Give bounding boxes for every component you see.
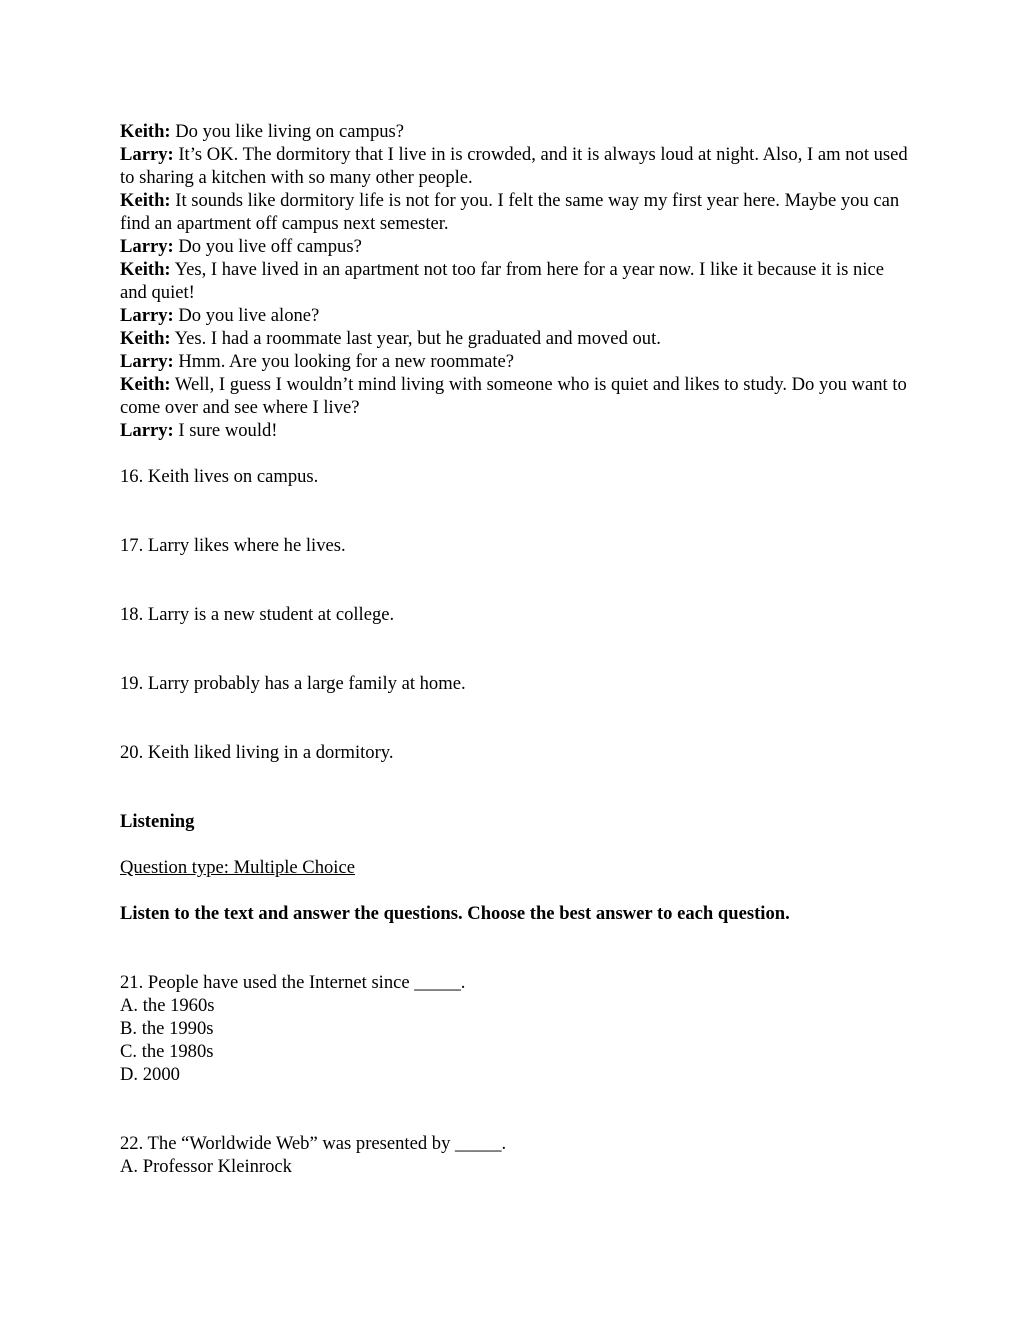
dialogue-line [120,258,910,304]
section-heading: Listening [120,811,195,832]
dialogue-text: Yes. I had a roommate last year, but he graduated and moved out. [170,328,661,349]
speaker-label: Keith: [120,328,171,349]
dialogue-line [120,304,910,327]
dialogue [120,120,910,442]
instruction-text: Listen to the text and answer the questions. Choose the best answer to each question. [120,903,790,924]
answer-option: A. the 1960s [120,995,215,1016]
speaker-label: Larry: [120,420,174,441]
speaker-label: Keith: [120,374,171,395]
question-stem: 22. The “Worldwide Web” was presented by _____. [120,1133,507,1154]
speaker-label: Larry: [120,305,174,326]
dialogue-text: Do you live alone? [173,305,320,326]
dialogue-text: It sounds like dormitory life is not for you. I felt the same way my first year here. Maybe you can find an apartment off campus next semester. [120,190,900,234]
dialogue-text: Do you live off campus? [173,236,362,257]
question-stem: 21. People have used the Internet since _____. [120,972,466,993]
dialogue-line [120,189,910,235]
dialogue-line [120,419,910,442]
dialogue-text: Well, I guess I wouldn’t mind living with someone who is quiet and likes to study. Do you want to come over and see where I live? [120,374,907,418]
statement-item: 20. Keith liked living in a dormitory. [120,742,394,763]
answer-option: C. the 1980s [120,1041,214,1062]
dialogue-text: Yes, I have lived in an apartment not too far from here for a year now. I like it because it is nice and quiet! [120,259,884,303]
question-block [120,1132,910,1178]
answer-option: A. Professor Kleinrock [120,1156,292,1177]
speaker-label: Larry: [120,236,174,257]
speaker-label: Keith: [120,121,171,142]
question-block [120,971,910,1086]
statement-list [120,465,910,764]
statement-item: 16. Keith lives on campus. [120,466,319,487]
dialogue-line [120,143,910,189]
dialogue-text: Hmm. Are you looking for a new roommate? [173,351,514,372]
speaker-label: Keith: [120,190,171,211]
statement-item: 18. Larry is a new student at college. [120,604,395,625]
question-type-label: Question type: Multiple Choice [120,857,355,878]
dialogue-text: I sure would! [173,420,278,441]
answer-option: D. 2000 [120,1064,180,1085]
dialogue-text: Do you like living on campus? [170,121,405,142]
statement-item: 17. Larry likes where he lives. [120,535,346,556]
speaker-label: Larry: [120,351,174,372]
statement-item: 19. Larry probably has a large family at home. [120,673,466,694]
dialogue-line [120,350,910,373]
answer-option: B. the 1990s [120,1018,214,1039]
dialogue-line [120,120,910,143]
dialogue-line [120,235,910,258]
dialogue-line [120,327,910,350]
speaker-label: Keith: [120,259,171,280]
dialogue-text: It’s OK. The dormitory that I live in is crowded, and it is always loud at night. Also, I am not used to sharing a kitchen with so many other people. [120,144,908,188]
speaker-label: Larry: [120,144,174,165]
dialogue-line [120,373,910,419]
page-content [120,120,910,1178]
